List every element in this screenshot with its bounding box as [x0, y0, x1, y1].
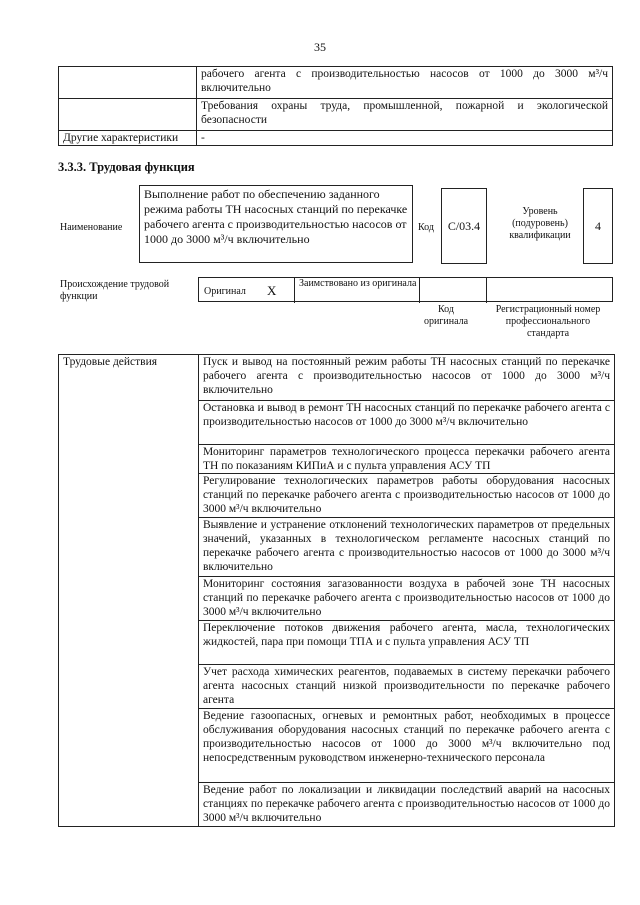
action-item: Учет расхода химических реагентов, подаваемых в систему перекачки рабочего агента насосных станций низкой производительности по перекачке рабочего агента — [199, 665, 615, 709]
section-title: 3.3.3. Трудовая функция — [58, 160, 195, 174]
action-item: Регулирование технологических параметров работы оборудования насосных станций по перекачке рабочего агента с производительностью насосов от 1000 до 3000 м³/ч включительно — [199, 474, 615, 518]
code-value: С/03.4 — [441, 188, 487, 264]
action-item: Ведение газоопасных, огневых и ремонтных работ, необходимых в процессе обслуживания оборудования насосных станций по перекачке рабочего агента с производительностью насосов от 1000 до 3000 м³/ч включительно под непосредственным руководством инженерно-технического персонала — [199, 709, 615, 783]
code-caption: Код оригинала — [423, 304, 469, 327]
action-item: Остановка и вывод в ремонт ТН насосных станций по перекачке рабочего агента с производительностью насосов от 1000 до 3000 м³/ч включительно — [199, 401, 615, 445]
function-name: Выполнение работ по обеспечению заданного режима работы ТН насосных станций по перекачке рабочего агента с производительностью насосов от 1000 до 3000 м³/ч включительно — [139, 185, 413, 263]
action-item: Мониторинг параметров технологического процесса перекачки рабочего агента ТН по показаниям КИПиА и с пульта управления АСУ ТП — [199, 445, 615, 474]
name-label: Наименование — [60, 222, 123, 233]
action-item: Пуск и вывод на постоянный режим работы ТН насосных станций по перекачке рабочего агента с производительностью насосов от 1000 до 3000 м³/ч включительно — [199, 355, 615, 401]
reg-caption: Регистрационный номер профессионального стандарта — [495, 304, 601, 339]
row-text: рабочего агента с производительностью насосов от 1000 до 3000 м³/ч включительно — [197, 67, 613, 99]
row-text: Требования охраны труда, промышленной, пожарной и экологической безопасности — [197, 99, 613, 131]
row-text: - — [197, 131, 613, 146]
page-number: 35 — [314, 40, 326, 54]
code-label: Код — [418, 222, 434, 233]
origin-box — [198, 277, 613, 302]
level-label: Уровень (подуровень) квалификации — [509, 206, 571, 241]
table-row — [59, 99, 613, 131]
table-row — [59, 67, 613, 99]
row-label: Другие характеристики — [59, 131, 197, 146]
table-row — [59, 131, 613, 146]
top-table — [58, 66, 613, 146]
row-label — [59, 67, 197, 99]
action-item: Ведение работ по локализации и ликвидации последствий аварий на насосных станциях по перекачке рабочего агента с производительностью насосов от 1000 до 3000 м³/ч включительно — [199, 783, 615, 827]
table-row — [59, 355, 615, 401]
action-item: Мониторинг состояния загазованности воздуха в рабочей зоне ТН насосных станций по перекачке рабочего агента с производительностью насосов от 1000 до 3000 м³/ч включительно — [199, 577, 615, 621]
actions-table — [58, 354, 615, 827]
original-label: Оригинал — [204, 286, 246, 297]
actions-label: Трудовые действия — [59, 355, 199, 827]
level-value: 4 — [583, 188, 613, 264]
borrowed-label: Заимствовано из оригинала — [299, 278, 417, 289]
row-label — [59, 99, 197, 131]
action-item: Переключение потоков движения рабочего агента, масла, технологических жидкостей, пара при помощи ТПА и с пульта управления АСУ ТП — [199, 621, 615, 665]
action-item: Выявление и устранение отклонений технологических параметров от предельных значений, указанных в технологическом регламенте насосных станций по перекачке рабочего агента с производительностью насосов от 1000 до 3000 м³/ч включительно — [199, 518, 615, 577]
original-mark: X — [267, 283, 277, 298]
origin-label: Происхождение трудовой функции — [60, 279, 170, 302]
